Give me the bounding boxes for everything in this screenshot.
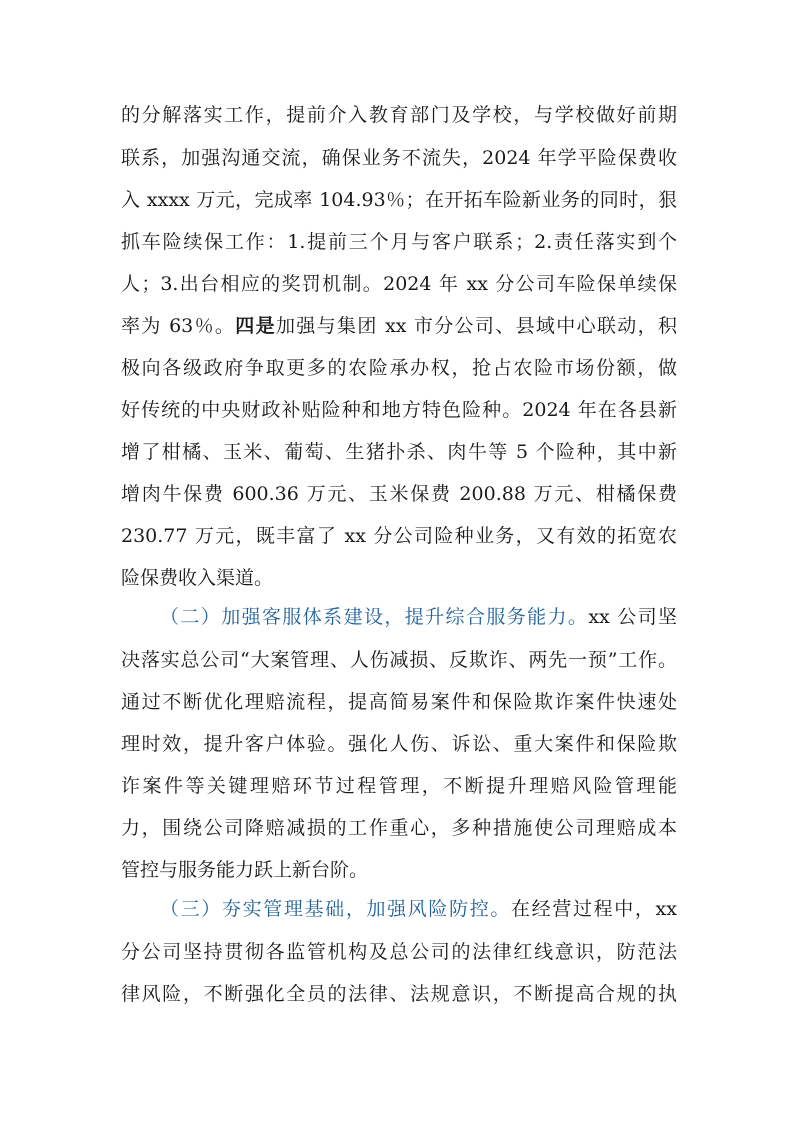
section-heading: （二）加强客服体系建设，提升综合服务能力。 <box>160 606 589 628</box>
text-line: 通过不断优化理赔流程，提高简易案件和保险欺诈案件快速处 <box>121 691 677 713</box>
text-line: 诈案件等关键理赔环节过程管理，不断提升理赔风险管理能 <box>121 775 677 797</box>
text-run: 在经营过程中，xx <box>511 898 677 920</box>
text-line: 增肉牛保费 600.36 万元、玉米保费 200.88 万元、柑橘保费 <box>121 483 677 505</box>
text-line: 抓车险续保工作：1.提前三个月与客户联系；2.责任落实到个 <box>121 231 677 253</box>
text-line: 律风险，不断强化全员的法律、法规意识，不断提高合规的执 <box>121 983 677 1005</box>
text-line: 险保费收入渠道。 <box>121 567 274 589</box>
text-line: 人；3.出台相应的奖罚机制。2024 年 xx 分公司车险保单续保 <box>121 273 677 295</box>
text-line: 230.77 万元，既丰富了 xx 分公司险种业务，又有效的拓宽农 <box>121 525 677 547</box>
text-line: 管控与服务能力跃上新台阶。 <box>121 859 369 881</box>
text-line: 的分解落实工作，提前介入教育部门及学校，与学校做好前期 <box>121 104 677 126</box>
text-run: 率为 63％。 <box>121 315 236 337</box>
text-line: 力，围绕公司降赔减损的工作重心，多种措施使公司理赔成本 <box>121 817 677 839</box>
text-line-with-emphasis <box>121 314 677 338</box>
text-run: 加强与集团 xx 市分公司、县域中心联动，积 <box>275 315 677 337</box>
text-line: 决落实总公司“大案管理、人伤减损、反欺诈、两先一预”工作。 <box>121 649 677 671</box>
text-run: xx 公司坚 <box>588 606 677 628</box>
section-heading-line <box>160 605 677 629</box>
text-line: 入 xxxx 万元，完成率 104.93％；在开拓车险新业务的同时，狠 <box>121 189 677 211</box>
emphasis-text: 四是 <box>235 315 276 337</box>
section-heading: （三）夯实管理基础，加强风险防控。 <box>160 898 512 920</box>
text-line: 增了柑橘、玉米、葡萄、生猪扑杀、肉牛等 5 个险种，其中新 <box>121 441 677 463</box>
text-line: 联系，加强沟通交流，确保业务不流失，2024 年学平险保费收 <box>121 147 677 169</box>
section-heading-line <box>160 897 677 921</box>
text-line: 分公司坚持贯彻各监管机构及总公司的法律红线意识，防范法 <box>121 941 677 963</box>
text-line: 好传统的中央财政补贴险种和地方特色险种。2024 年在各县新 <box>121 399 677 421</box>
text-line: 极向各级政府争取更多的农险承办权，抢占农险市场份额，做 <box>121 357 677 379</box>
text-line: 理时效，提升客户体验。强化人伤、诉讼、重大案件和保险欺 <box>121 733 677 755</box>
